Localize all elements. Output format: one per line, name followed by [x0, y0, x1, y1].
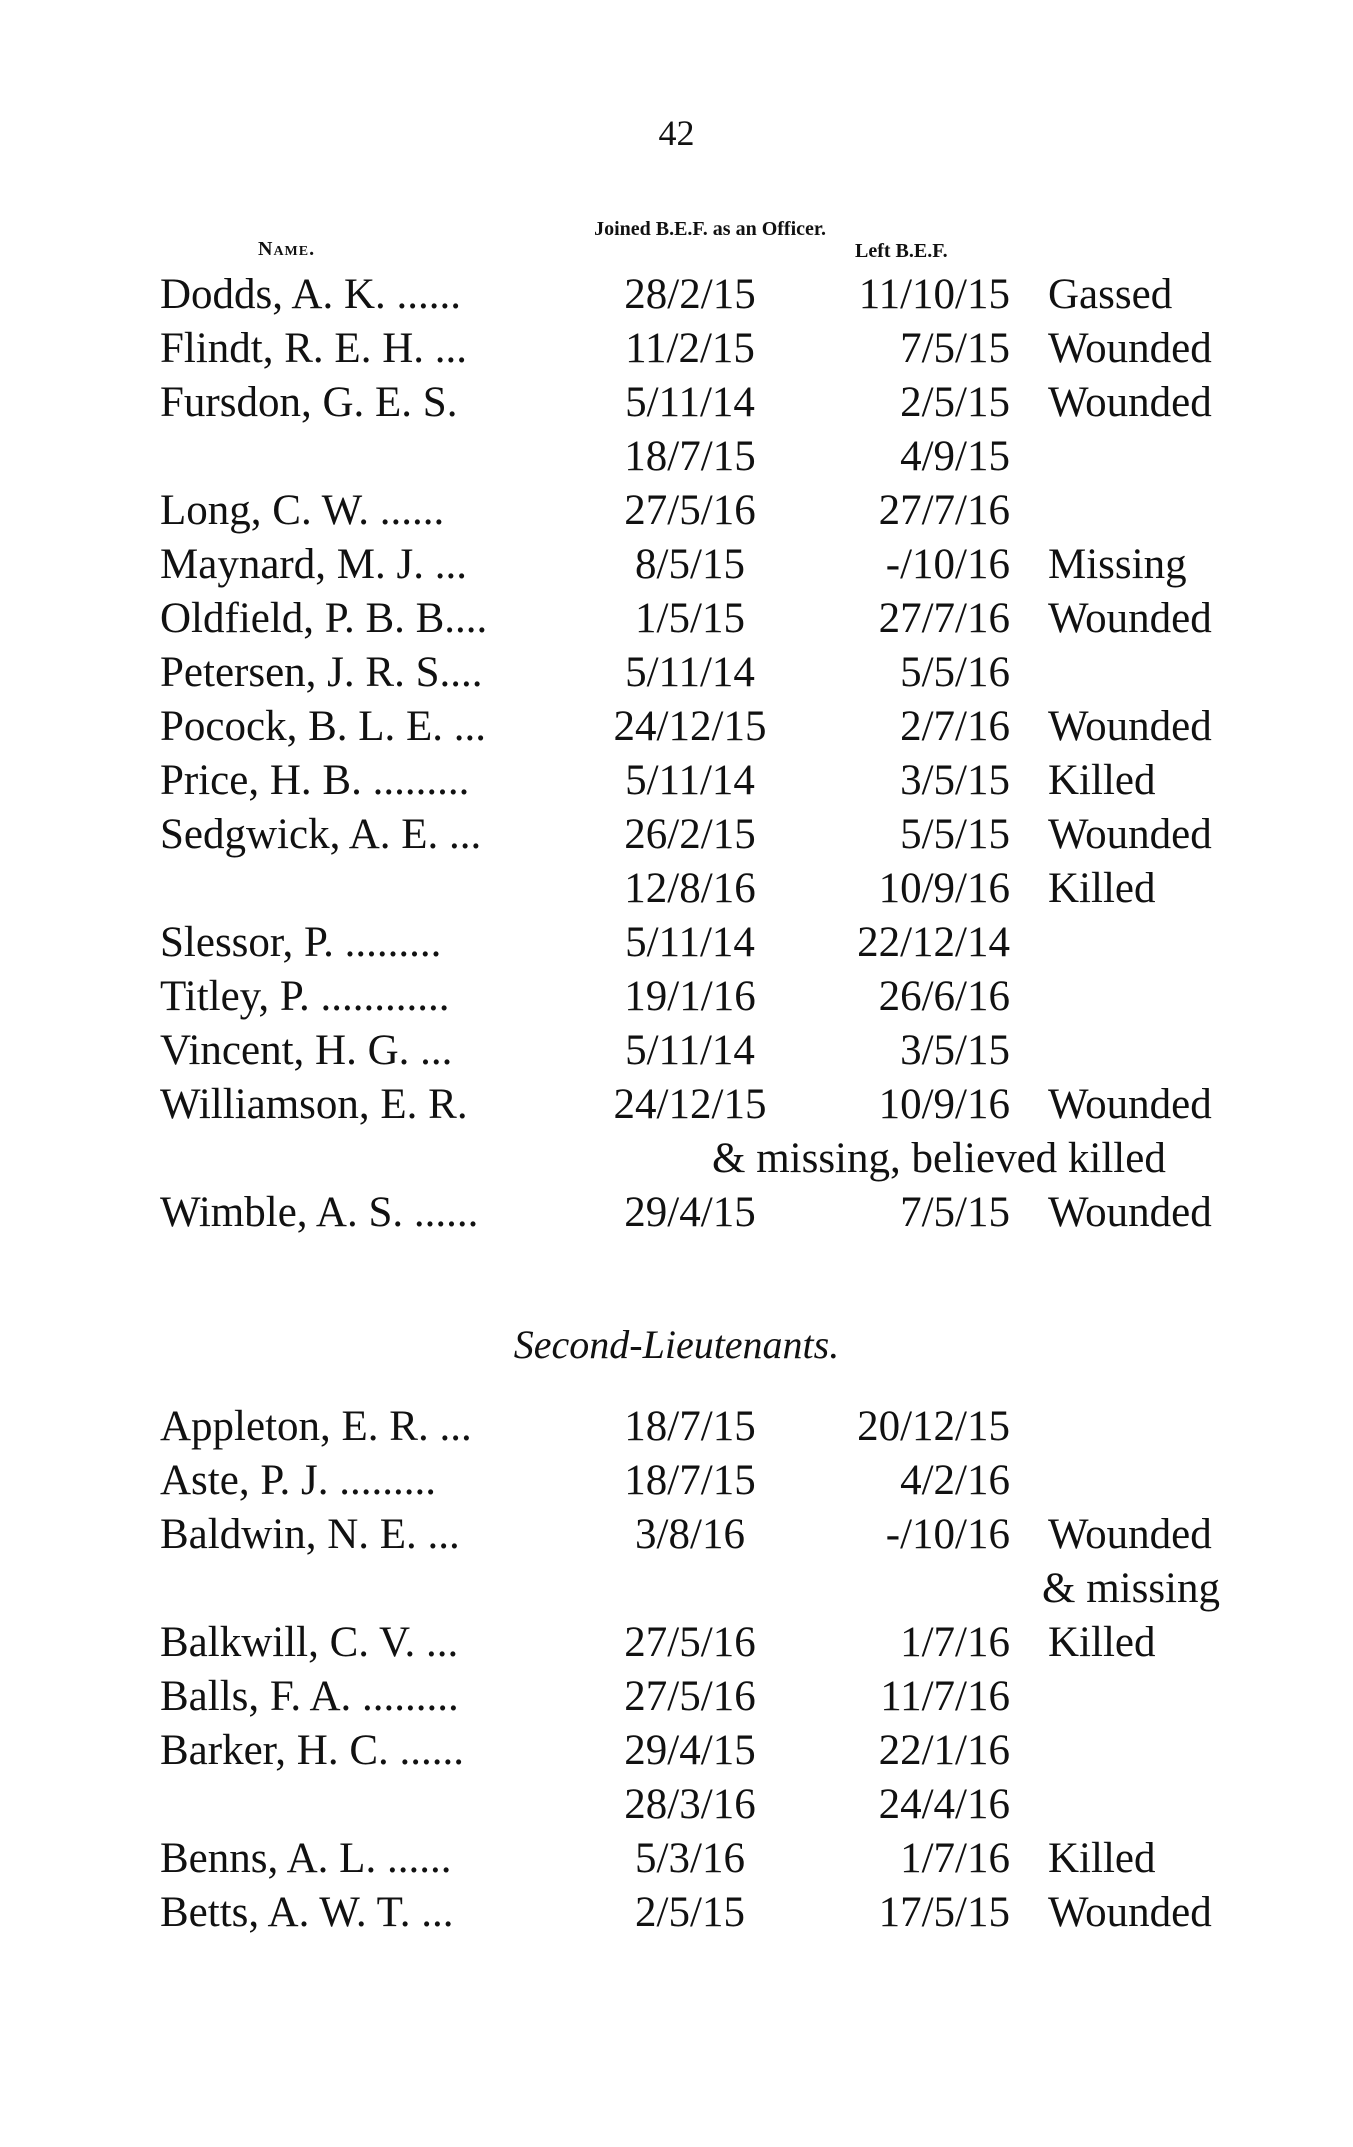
cell-left: 26/6/16 — [878, 973, 1010, 1020]
cell-left: 4/9/15 — [900, 433, 1010, 480]
cell-left: -/10/16 — [885, 1511, 1010, 1558]
cell-name: Flindt, R. E. H. ... — [160, 325, 468, 372]
table-row — [0, 1778, 1353, 1832]
cell-left: 22/1/16 — [878, 1727, 1010, 1774]
cell-joined: 5/11/14 — [625, 919, 755, 966]
cell-remark: Wounded — [1048, 325, 1212, 372]
table-row — [0, 484, 1353, 538]
table-row — [0, 1670, 1353, 1724]
cell-joined: 18/7/15 — [624, 1403, 756, 1450]
cell-joined: 18/7/15 — [624, 1457, 756, 1504]
cell-joined: 8/5/15 — [635, 541, 745, 588]
cell-remark: Wounded — [1048, 703, 1212, 750]
cell-remark: Wounded — [1048, 1889, 1212, 1936]
cell-name: Williamson, E. R. — [160, 1081, 468, 1128]
table-row — [0, 700, 1353, 754]
cell-joined: 24/12/15 — [613, 1081, 767, 1128]
table-row — [0, 754, 1353, 808]
cell-joined: 3/8/16 — [635, 1511, 745, 1558]
cell-remark: Killed — [1048, 757, 1156, 804]
cell-name: Balkwill, C. V. ... — [160, 1619, 459, 1666]
cell-joined: 29/4/15 — [624, 1727, 756, 1774]
table-row — [0, 1078, 1353, 1132]
cell-name: Barker, H. C. ...... — [160, 1727, 465, 1774]
cell-joined: 1/5/15 — [635, 595, 745, 642]
table-row — [0, 1024, 1353, 1078]
cell-left: 3/5/15 — [900, 1027, 1010, 1074]
cell-name: Aste, P. J. ......... — [160, 1457, 436, 1504]
table-row — [0, 1186, 1353, 1240]
cell-joined: 11/2/15 — [625, 325, 755, 372]
cell-left: 2/7/16 — [900, 703, 1010, 750]
cell-joined: 19/1/16 — [624, 973, 756, 1020]
table-row — [0, 376, 1353, 430]
cell-name: Long, C. W. ...... — [160, 487, 445, 534]
cell-left: 3/5/15 — [900, 757, 1010, 804]
cell-joined: 27/5/16 — [624, 1673, 756, 1720]
cell-left: 1/7/16 — [900, 1619, 1010, 1666]
cell-name: Benns, A. L. ...... — [160, 1835, 452, 1882]
table-row — [0, 1832, 1353, 1886]
cell-remark: Wounded — [1048, 1189, 1212, 1236]
cell-left: 11/7/16 — [880, 1673, 1010, 1720]
cell-name: Titley, P. ............ — [160, 973, 450, 1020]
cell-name: Oldfield, P. B. B.... — [160, 595, 488, 642]
cell-left: 7/5/15 — [900, 325, 1010, 372]
cell-joined: 5/11/14 — [625, 379, 755, 426]
cell-name: Baldwin, N. E. ... — [160, 1511, 460, 1558]
section-title: Second-Lieutenants. — [513, 1322, 840, 1367]
cell-left: 27/7/16 — [878, 487, 1010, 534]
column-header-left: Left B.E.F. — [855, 240, 948, 262]
cell-name: Appleton, E. R. ... — [160, 1403, 472, 1450]
column-header-joined: Joined B.E.F. as an Officer. — [594, 218, 826, 240]
table-row — [0, 538, 1353, 592]
cell-joined: 28/2/15 — [624, 271, 756, 318]
cell-joined: 26/2/15 — [624, 811, 756, 858]
page-number: 42 — [658, 113, 695, 153]
cell-name: Sedgwick, A. E. ... — [160, 811, 482, 858]
cell-joined: 29/4/15 — [624, 1189, 756, 1236]
table-row — [0, 430, 1353, 484]
cell-joined: 12/8/16 — [624, 865, 756, 912]
cell-left: 11/10/15 — [858, 271, 1010, 318]
cell-joined: 5/3/16 — [635, 1835, 745, 1882]
table-row — [0, 268, 1353, 322]
cell-joined: 28/3/16 — [624, 1781, 756, 1828]
cell-remark: Gassed — [1048, 271, 1173, 318]
cell-name: Balls, F. A. ......... — [160, 1673, 459, 1720]
table-row — [0, 808, 1353, 862]
cell-remark: Killed — [1048, 865, 1156, 912]
cell-name: Vincent, H. G. ... — [160, 1027, 453, 1074]
cell-joined: 5/11/14 — [625, 1027, 755, 1074]
table-row — [0, 1724, 1353, 1778]
cell-remark: Killed — [1048, 1619, 1156, 1666]
cell-left: 4/2/16 — [900, 1457, 1010, 1504]
cell-joined: 27/5/16 — [624, 487, 756, 534]
cell-joined: 18/7/15 — [624, 433, 756, 480]
cell-name: Wimble, A. S. ...... — [160, 1189, 479, 1236]
cell-name: Maynard, M. J. ... — [160, 541, 467, 588]
cell-left: 17/5/15 — [878, 1889, 1010, 1936]
cell-left: 27/7/16 — [878, 595, 1010, 642]
cell-left: 24/4/16 — [878, 1781, 1010, 1828]
cell-left: 7/5/15 — [900, 1189, 1010, 1236]
cell-remark: Wounded — [1048, 811, 1212, 858]
cell-joined: 24/12/15 — [613, 703, 767, 750]
cell-left: 1/7/16 — [900, 1835, 1010, 1882]
table-row — [0, 1616, 1353, 1670]
cell-name: Petersen, J. R. S.... — [160, 649, 483, 696]
table-row — [0, 1886, 1353, 1940]
cell-name: Slessor, P. ......... — [160, 919, 442, 966]
table-row — [0, 1400, 1353, 1454]
column-header-name: Name. — [258, 238, 316, 260]
cell-name: Betts, A. W. T. ... — [160, 1889, 454, 1936]
table-row — [0, 970, 1353, 1024]
table-row — [0, 862, 1353, 916]
cell-left: 5/5/16 — [900, 649, 1010, 696]
cell-left: 10/9/16 — [878, 1081, 1010, 1128]
cell-remark: Killed — [1048, 1835, 1156, 1882]
cell-name: Pocock, B. L. E. ... — [160, 703, 487, 750]
table-row — [0, 646, 1353, 700]
cell-name: Dodds, A. K. ...... — [160, 271, 462, 318]
cell-joined: 2/5/15 — [635, 1889, 745, 1936]
cell-left: 2/5/15 — [900, 379, 1010, 426]
cell-joined: 5/11/14 — [625, 649, 755, 696]
cell-joined: 5/11/14 — [625, 757, 755, 804]
table-row-continuation: & missing, believed killed — [712, 1135, 1166, 1182]
table-row — [0, 1508, 1353, 1562]
cell-name: Price, H. B. ......... — [160, 757, 470, 804]
table-row — [0, 322, 1353, 376]
cell-left: 10/9/16 — [878, 865, 1010, 912]
table-row — [0, 592, 1353, 646]
table-row — [0, 916, 1353, 970]
cell-remark: Wounded — [1048, 1511, 1212, 1558]
cell-remark: Wounded — [1048, 1081, 1212, 1128]
cell-left: 20/12/15 — [857, 1403, 1010, 1450]
cell-joined: 27/5/16 — [624, 1619, 756, 1666]
cell-remark: Missing — [1048, 541, 1187, 588]
cell-left: 5/5/15 — [900, 811, 1010, 858]
table-row — [0, 1454, 1353, 1508]
cell-remark: Wounded — [1048, 595, 1212, 642]
cell-name: Fursdon, G. E. S. — [160, 379, 458, 426]
cell-left: -/10/16 — [885, 541, 1010, 588]
table-row-continuation: & missing — [1042, 1565, 1221, 1612]
cell-remark: Wounded — [1048, 379, 1212, 426]
cell-left: 22/12/14 — [857, 919, 1010, 966]
